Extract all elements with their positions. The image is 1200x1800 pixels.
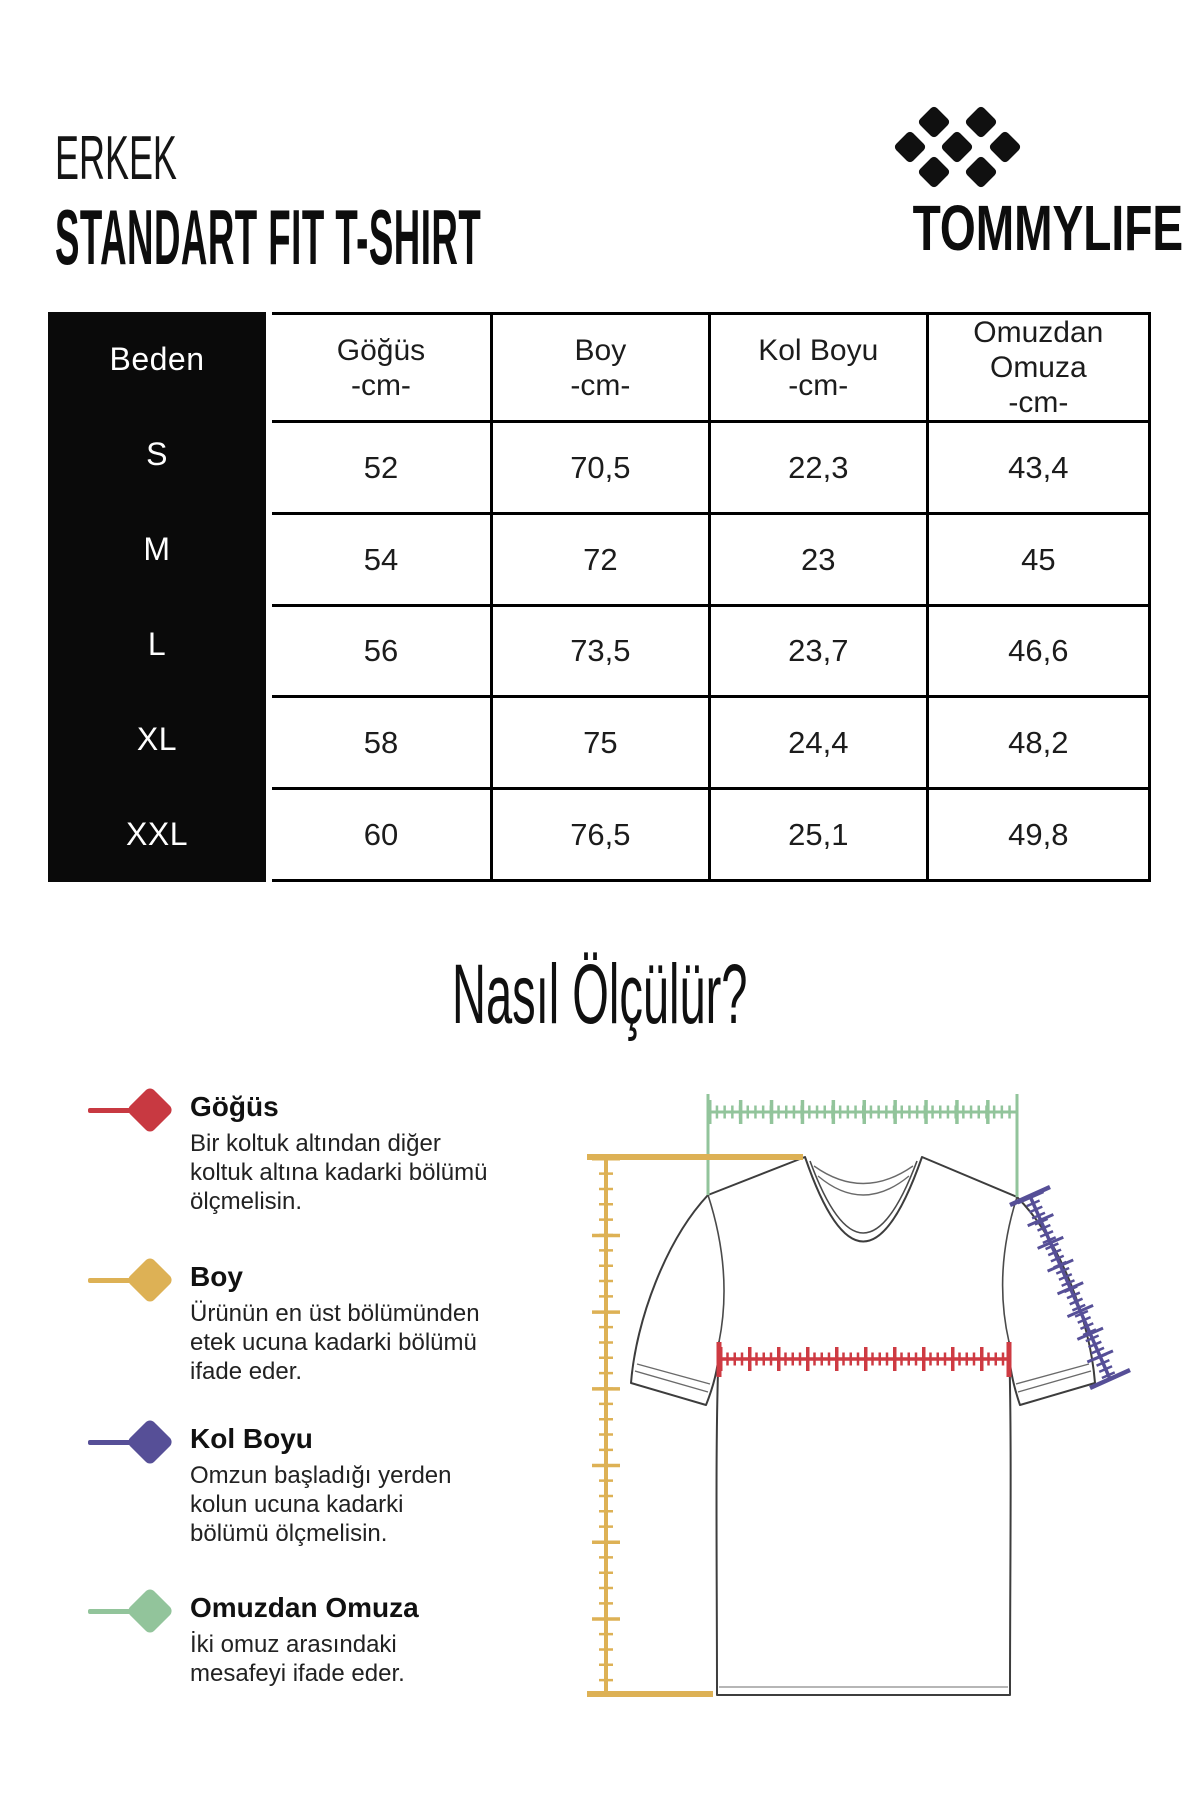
table-cell: 58 <box>272 695 490 787</box>
size-row-label: M <box>143 531 171 567</box>
size-row-label: S <box>146 436 168 472</box>
table-cell: 23,7 <box>708 604 926 696</box>
size-row-label: XXL <box>126 816 188 852</box>
legend-description: İki omuz arasındaki mesafeyi ifade eder. <box>190 1631 405 1687</box>
size-table-corner-header: Beden <box>109 341 205 377</box>
legend-description: Omzun başladığı yerden kolun ucuna kadarki bölümü ölçmelisin. <box>190 1462 452 1547</box>
brand-name-text: TOMMYLIFE <box>912 192 1184 264</box>
column-header-sleeve: Kol Boyu -cm- <box>708 315 926 420</box>
table-cell: 49,8 <box>926 787 1148 879</box>
legend-label: Omuzdan Omuza <box>190 1592 419 1623</box>
legend-description: Bir koltuk altından diğer koltuk altına kadarki bölümü ölçmelisin. <box>190 1130 488 1215</box>
tshirt-outline <box>631 1157 1095 1695</box>
product-title-text: STANDART FIT T-SHIRT <box>55 193 482 281</box>
table-cell: 25,1 <box>708 787 926 879</box>
size-row-label: XL <box>136 721 178 757</box>
table-cell: 60 <box>272 787 490 879</box>
table-cell: 23 <box>708 512 926 604</box>
column-header-shoulder: Omuzdan Omuza -cm- <box>926 315 1148 420</box>
table-cell: 73,5 <box>490 604 708 696</box>
table-cell: 48,2 <box>926 695 1148 787</box>
legend-label: Göğüs <box>190 1091 279 1122</box>
how-to-measure-title: Nasıl Ölçülür? <box>452 947 748 1041</box>
table-cell: 22,3 <box>708 420 926 512</box>
legend-label: Boy <box>190 1261 243 1292</box>
column-header-length: Boy -cm- <box>490 315 708 420</box>
table-cell: 52 <box>272 420 490 512</box>
table-cell: 72 <box>490 512 708 604</box>
table-cell: 45 <box>926 512 1148 604</box>
table-cell: 54 <box>272 512 490 604</box>
size-row-label: L <box>147 626 167 662</box>
legend-description: Ürünün en üst bölümünden etek ucuna kadarki bölümü ifade eder. <box>190 1300 480 1385</box>
table-cell: 24,4 <box>708 695 926 787</box>
table-cell: 56 <box>272 604 490 696</box>
table-cell: 76,5 <box>490 787 708 879</box>
table-cell: 70,5 <box>490 420 708 512</box>
legend-label: Kol Boyu <box>190 1423 313 1454</box>
table-cell: 46,6 <box>926 604 1148 696</box>
category-title-text: ERKEK <box>55 124 177 193</box>
table-cell: 43,4 <box>926 420 1148 512</box>
table-cell: 75 <box>490 695 708 787</box>
column-header-chest: Göğüs -cm- <box>336 333 426 402</box>
